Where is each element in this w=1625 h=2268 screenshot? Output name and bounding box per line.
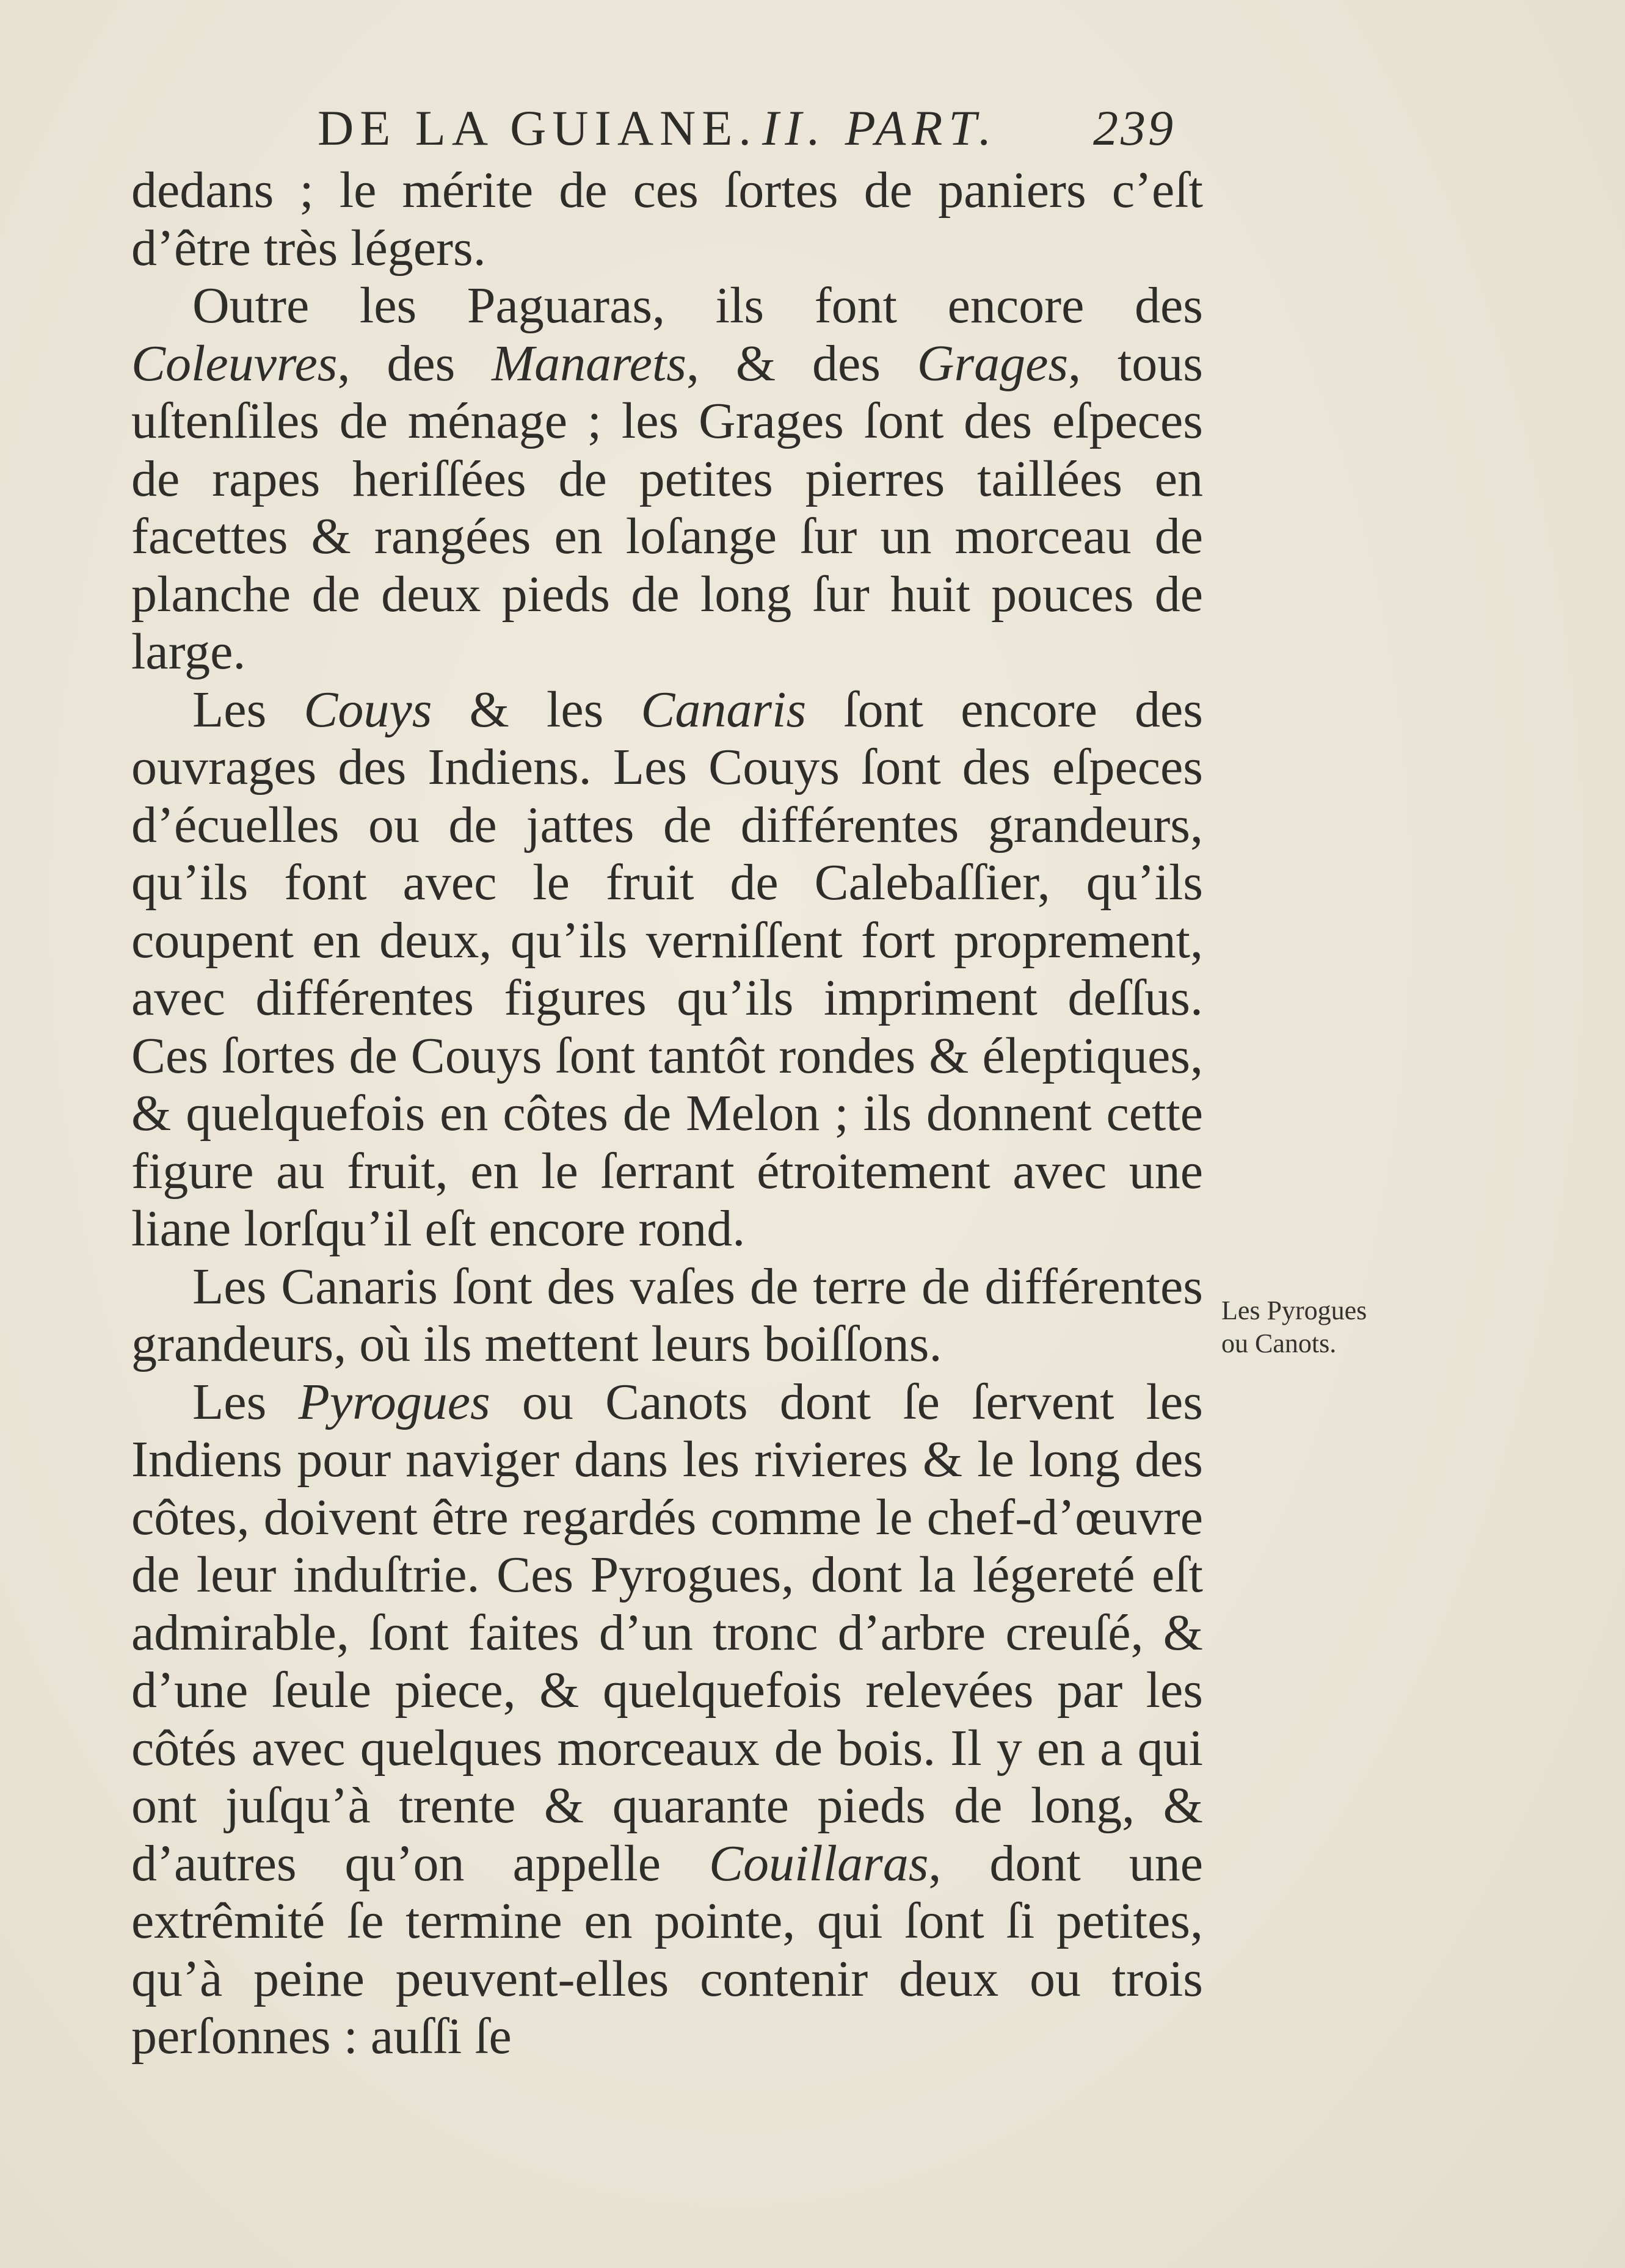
term-coleuvres: Coleuvres (131, 335, 338, 392)
term-couys: Couys (304, 681, 432, 738)
paragraph-2-text-4: , tous uſtenſiles de ménage ; les Grages ſont des eſpeces de rapes heriſſées de petites pierres taillées en facettes & rangées en loſange ſur un morceau de planche de deux pieds de long ſur huit pouces de large. (131, 335, 1203, 680)
paragraph-3-text-1: Les (192, 681, 304, 738)
term-couillaras: Couillaras (708, 1835, 929, 1892)
term-grages: Grages (917, 335, 1069, 392)
paragraph-1 (131, 162, 1203, 277)
paragraph-5 (131, 1374, 1203, 2066)
term-canaris: Canaris (641, 681, 807, 738)
paragraph-4-text: Les Canaris ſont des vaſes de terre de différentes grandeurs, où ils mettent leurs boiſſons. (131, 1258, 1203, 1372)
running-head-title: DE LA GUIANE. (318, 100, 757, 156)
paragraph-2 (131, 277, 1203, 681)
paragraph-3 (131, 681, 1203, 1258)
running-head-part: II. PART. (762, 100, 998, 156)
body-text (131, 162, 1203, 2066)
paragraph-3-text-2: & les (432, 681, 641, 738)
marginal-note-line-1: Les Pyrogues (1221, 1295, 1367, 1325)
term-pyrogues: Pyrogues (298, 1373, 490, 1430)
paragraph-5-text-1: Les (192, 1373, 299, 1430)
paragraph-4 (131, 1258, 1203, 1374)
running-head (318, 92, 1234, 165)
paragraph-1-text: dedans ; le mérite de ces ſortes de paniers c’eſt d’être très légers. (131, 162, 1203, 277)
marginal-note-line-2: ou Canots. (1221, 1328, 1337, 1358)
paragraph-5-text-2: ou Canots dont ſe ſervent les Indiens pour naviger dans les rivieres & le long des côtes, doivent être regardés comme le chef-d’œuvre de leur induſtrie. Ces Pyrogues, dont la légereté eſt admirable, ſont faites d’un tronc d’arbre creuſé, & d’une ſeule piece, & quelquefois relevées par les côtés avec quelques morceaux de bois. Il y en a qui ont juſqu’à trente & quarante pieds de long, & d’autres qu’on appelle (131, 1373, 1203, 1892)
paragraph-2-text-3: , & des (686, 335, 917, 392)
paragraph-3-text-3: ſont encore des ouvrages des Indiens. Les Couys ſont des eſpeces d’écuelles ou de jattes de différentes grandeurs, qu’ils font avec le fruit de Calebaſſier, qu’ils coupent en deux, qu’ils verniſſent fort proprement, avec différentes figures qu’ils impriment deſſus. Ces ſortes de Couys ſont tantôt rondes & éleptiques, & quelquefois en côtes de Melon ; ils donnent cette figure au fruit, en le ſerrant étroitement avec une liane lorſqu’il eſt encore rond. (131, 681, 1203, 1257)
term-manarets: Manarets (492, 335, 686, 392)
paragraph-2-text-2: , des (337, 335, 492, 392)
paragraph-5-text-3: , dont une extrêmité ſe termine en pointe, qui ſont ſi petites, qu’à peine peuvent-elles contenir deux ou trois perſonnes : auſſi ſe (131, 1835, 1203, 2065)
page-number: 239 (1093, 100, 1176, 156)
paragraph-2-text-1: Outre les Paguaras, ils font encore des (192, 277, 1203, 334)
marginal-note (1221, 1294, 1392, 1360)
